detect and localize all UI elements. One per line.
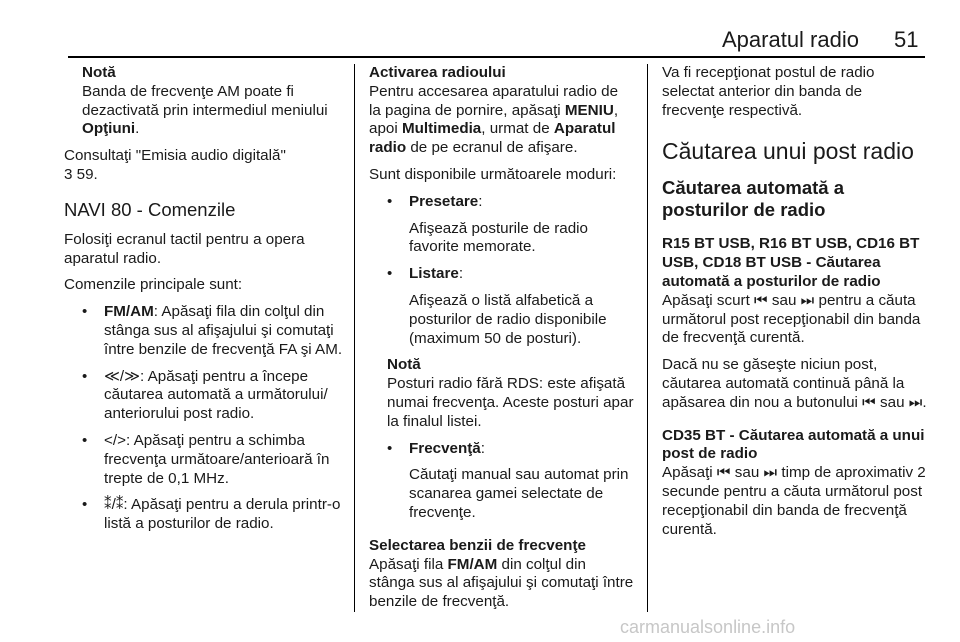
scroll-symbol: ⁑/⁑ — [104, 496, 124, 514]
header-rule — [68, 56, 925, 58]
column-1 — [64, 64, 346, 542]
heading-models: R15 BT USB, R16 BT USB, CD16 BT USB, CD18 BT USB - Căutarea automată a posturilor de radio — [662, 235, 920, 290]
paragraph: Apăsaţi scurt ⏮ sau ⏭ pentru a căuta următorul post recepţionabil din banda de frecvenţă curentă. — [662, 291, 921, 347]
paragraph: Pentru accesarea aparatului radio de la pagina de pornire, apăsaţi MENIU, apoi Multimedia, urmat de Aparatul radio de pe ecranul de afişare. — [369, 82, 619, 157]
paragraph: Sunt disponibile următoarele moduri: — [369, 165, 617, 183]
list-item: • ≪/≫: Apăsaţi pentru a începe căutarea automată a următorului/ anteriorului post radio. — [64, 368, 346, 424]
heading-activate-radio: Activarea radioului — [369, 64, 506, 81]
prev-track-icon: ⏮ — [754, 291, 768, 309]
mode-description: Afişează posturile de radio favorite memorate. — [409, 219, 588, 256]
paragraph: Va fi recepţionat postul de radio selectat anterior din banda de frecvenţe respectivă. — [662, 64, 875, 119]
list-item: • </>: Apăsaţi pentru a schimba frecvenţa următoare/anterioară în trepte de 0,1 MHz. — [64, 432, 346, 488]
note-box — [387, 356, 634, 431]
mode-description: Afişează o listă alfabetică a posturilor de radio disponibile (maximum 50 de posturi). — [409, 291, 607, 347]
next-track-icon: ⏭ — [763, 464, 778, 482]
cross-reference: Consultaţi "Emisia audio digitală" 3 59. — [64, 147, 286, 183]
paragraph: Dacă nu se găseşte niciun post, căutarea automată continuă până la apăsarea din nou a butonului ⏮ sau ⏭. — [662, 356, 927, 411]
next-track-icon: ⏭ — [800, 291, 815, 309]
next-track-icon: ⏭ — [908, 393, 923, 411]
heading-band-select: Selectarea benzii de frecvenţe — [369, 536, 586, 554]
page-ref: 3 59. — [64, 165, 98, 183]
page-header-title: Aparatul radio — [722, 27, 859, 52]
section-heading-navi80: NAVI 80 - Comenzile — [64, 198, 236, 220]
watermark: carmanualsonline.info — [620, 617, 796, 637]
prev-track-icon: ⏮ — [716, 464, 731, 482]
modes-list — [369, 193, 634, 212]
paragraph: Apăsaţi ⏮ sau ⏭ timp de aproximativ 2 secunde pentru a căuta următorul post recepţionabil din banda de frecvenţă curentă. — [662, 464, 926, 538]
column-2 — [369, 64, 634, 620]
paragraph: Apăsaţi fila FM/AM din colţul din stânga sus al afişajului şi comutaţi între benzile de frecvenţă. — [369, 555, 634, 611]
note-heading: Notă — [82, 64, 116, 81]
heading-cd35: CD35 BT - Căutarea automată a unui post de radio — [662, 426, 925, 463]
note-box — [82, 64, 346, 139]
paragraph: Comenzile principale sunt: — [64, 276, 243, 294]
list-item: • Listare: — [369, 265, 634, 284]
column-3 — [662, 64, 927, 547]
note-heading: Notă — [387, 356, 421, 374]
note-text: Banda de frecvenţe AM poate fi dezactivată prin intermediul meniului Opţiuni. — [82, 82, 328, 138]
note-text: Posturi radio fără RDS: este afişată numai frecvenţa. Aceste posturi apar la finalul listei. — [387, 375, 634, 430]
list-item: • Frecvenţă: — [369, 440, 634, 459]
list-item: • FM/AM: Apăsaţi fila din colţul din stânga sus al afişajului şi comutaţi între benzile de frecvenţă FA şi AM. — [64, 303, 346, 359]
seek-symbol: ≪/≫ — [104, 367, 141, 385]
page-number: 51 — [894, 27, 919, 52]
paragraph: Folosiţi ecranul tactil pentru a opera aparatul radio. — [64, 230, 305, 267]
list-item: • ⁑/⁑: Apăsaţi pentru a derula printr-o listă a posturilor de radio. — [64, 496, 346, 534]
prev-track-icon: ⏮ — [862, 393, 876, 411]
controls-list — [64, 303, 346, 534]
step-symbol: </> — [104, 431, 126, 449]
modes-list — [369, 265, 634, 284]
subheading-auto-search: Căutarea automată a posturilor de radio — [662, 177, 844, 221]
modes-list — [369, 440, 634, 459]
column-divider-1 — [354, 64, 355, 612]
mode-description: Căutaţi manual sau automat prin scanarea gamei selectate de frecvenţe. — [409, 466, 629, 521]
heading-search-station: Căutarea unui post radio — [662, 138, 914, 165]
column-divider-2 — [647, 64, 648, 612]
list-item: • Presetare: — [369, 193, 634, 212]
